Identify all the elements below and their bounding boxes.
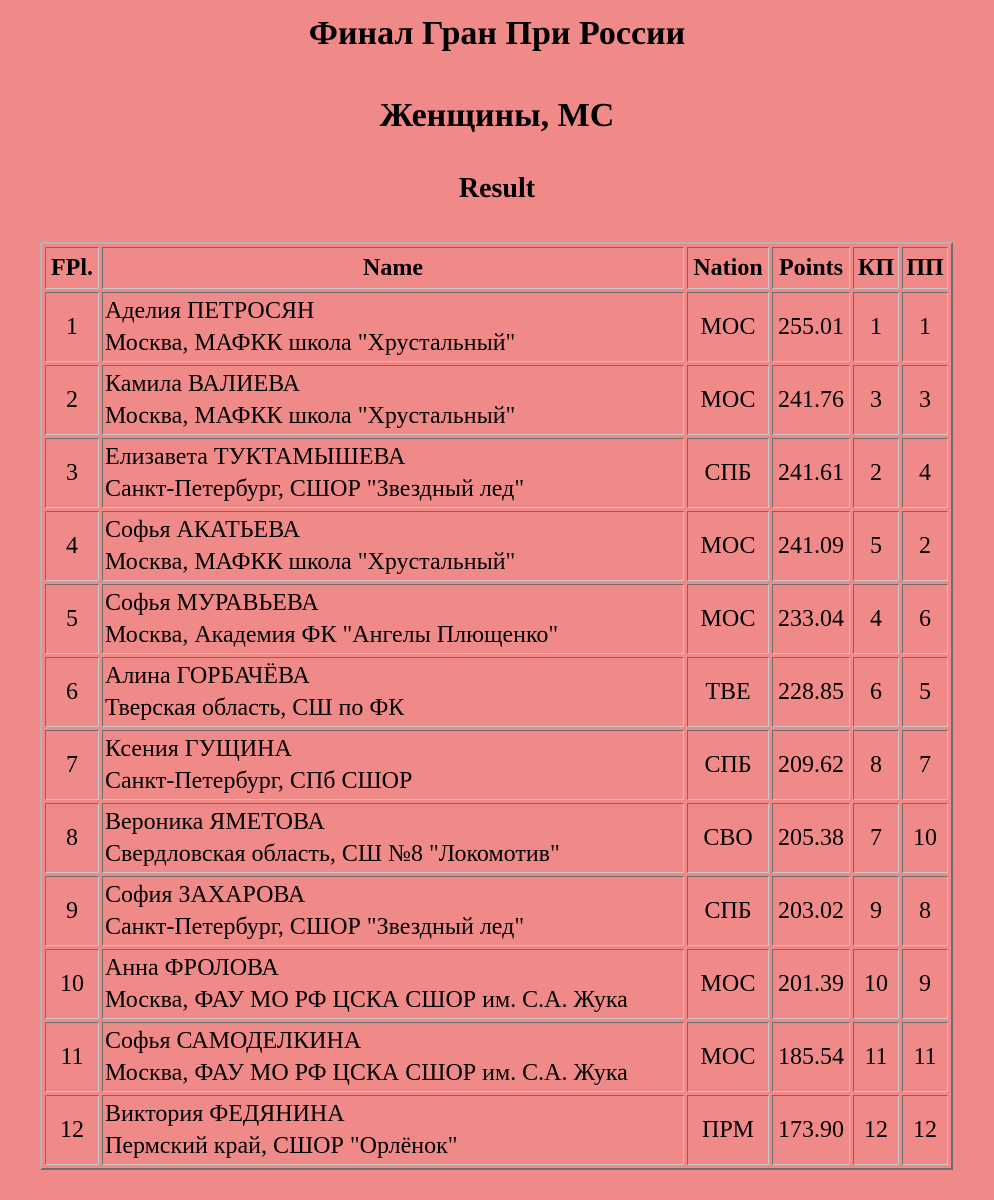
pp-cell <box>902 949 948 1019</box>
skater-name: Анна ФРОЛОВА <box>105 955 279 981</box>
nation-code: ПРМ <box>701 1116 755 1143</box>
pp-cell <box>902 365 948 435</box>
total-points: 241.09 <box>778 532 844 559</box>
pp-cell <box>902 1095 948 1165</box>
total-points: 201.39 <box>778 970 844 997</box>
skater-name: Софья АКАТЬЕВА <box>105 517 301 543</box>
table-row <box>45 511 948 581</box>
nation-code: МОС <box>700 970 756 997</box>
table-row <box>45 1095 948 1165</box>
name-cell <box>102 511 684 581</box>
free-program-place: 3 <box>919 386 931 413</box>
skater-name: Виктория ФЕДЯНИНА <box>105 1101 345 1127</box>
nation-cell <box>687 365 769 435</box>
short-program-place: 7 <box>870 824 882 851</box>
skater-club: Москва, ФАУ МО РФ ЦСКА СШОР им. С.А. Жука <box>105 987 628 1013</box>
short-program-place: 2 <box>870 459 882 486</box>
free-program-place: 1 <box>919 313 931 340</box>
name-cell <box>102 1022 684 1092</box>
place-number: 1 <box>66 313 78 340</box>
place-number: 6 <box>66 678 78 705</box>
kp-cell <box>853 1022 899 1092</box>
nation-cell <box>687 657 769 727</box>
place-number: 8 <box>66 824 78 851</box>
nation-cell <box>687 292 769 362</box>
total-points: 173.90 <box>778 1116 844 1143</box>
table-row <box>45 584 948 654</box>
category-title: Женщины, МС <box>379 97 615 134</box>
table-row <box>45 657 948 727</box>
fpl-cell <box>45 949 99 1019</box>
column-header-name: Name <box>102 247 684 289</box>
free-program-place: 2 <box>919 532 931 559</box>
skater-club: Москва, МАФКК школа "Хрустальный" <box>105 549 516 575</box>
results-table <box>40 242 953 1170</box>
column-header-fpl: FPl. <box>45 247 99 289</box>
table-header-row <box>45 247 948 289</box>
skater-club: Москва, МАФКК школа "Хрустальный" <box>105 403 516 429</box>
kp-cell <box>853 438 899 508</box>
fpl-cell <box>45 511 99 581</box>
short-program-place: 5 <box>870 532 882 559</box>
short-program-place: 8 <box>870 751 882 778</box>
free-program-place: 8 <box>919 897 931 924</box>
total-points: 209.62 <box>778 751 844 778</box>
kp-cell <box>853 803 899 873</box>
skater-name: Аделия ПЕТРОСЯН <box>105 298 315 324</box>
name-cell <box>102 949 684 1019</box>
fpl-cell <box>45 438 99 508</box>
free-program-place: 12 <box>913 1116 937 1143</box>
points-cell <box>772 1022 850 1092</box>
column-header-points: Points <box>772 247 850 289</box>
skater-club: Москва, ФАУ МО РФ ЦСКА СШОР им. С.А. Жука <box>105 1060 628 1086</box>
kp-cell <box>853 292 899 362</box>
total-points: 255.01 <box>778 313 844 340</box>
fpl-cell <box>45 876 99 946</box>
name-cell <box>102 803 684 873</box>
total-points: 185.54 <box>778 1043 844 1070</box>
table-row <box>45 438 948 508</box>
points-cell <box>772 584 850 654</box>
skater-name: Вероника ЯМЕТОВА <box>105 809 325 835</box>
nation-code: СПБ <box>704 751 752 778</box>
kp-cell <box>853 657 899 727</box>
nation-cell <box>687 438 769 508</box>
short-program-place: 11 <box>864 1043 888 1070</box>
points-cell <box>772 511 850 581</box>
short-program-place: 3 <box>870 386 882 413</box>
place-number: 4 <box>66 532 78 559</box>
pp-cell <box>902 292 948 362</box>
name-cell <box>102 292 684 362</box>
name-cell <box>102 438 684 508</box>
points-cell <box>772 1095 850 1165</box>
points-cell <box>772 876 850 946</box>
place-number: 9 <box>66 897 78 924</box>
place-number: 10 <box>60 970 84 997</box>
short-program-place: 9 <box>870 897 882 924</box>
section-title: Result <box>458 173 536 204</box>
nation-code: МОС <box>700 605 756 632</box>
nation-cell <box>687 730 769 800</box>
skater-club: Москва, Академия ФК "Ангелы Плющенко" <box>105 622 559 648</box>
nation-cell <box>687 1095 769 1165</box>
skater-club: Санкт-Петербург, СШОР "Звездный лед" <box>105 914 525 940</box>
skater-name: Елизавета ТУКТАМЫШЕВА <box>105 444 406 470</box>
skater-name: Софья САМОДЕЛКИНА <box>105 1028 362 1054</box>
kp-cell <box>853 949 899 1019</box>
nation-code: МОС <box>700 386 756 413</box>
fpl-cell <box>45 1022 99 1092</box>
column-header-kp: КП <box>853 247 899 289</box>
points-cell <box>772 949 850 1019</box>
pp-cell <box>902 876 948 946</box>
table-row <box>45 876 948 946</box>
points-cell <box>772 365 850 435</box>
skater-club: Свердловская область, СШ №8 "Локомотив" <box>105 841 560 867</box>
nation-code: МОС <box>700 532 756 559</box>
short-program-place: 6 <box>870 678 882 705</box>
name-cell <box>102 1095 684 1165</box>
nation-code: СПБ <box>704 897 752 924</box>
points-cell <box>772 657 850 727</box>
skater-name: Софья МУРАВЬЕВА <box>105 590 319 616</box>
nation-cell <box>687 1022 769 1092</box>
name-cell <box>102 657 684 727</box>
free-program-place: 4 <box>919 459 931 486</box>
nation-code: МОС <box>700 313 756 340</box>
fpl-cell <box>45 292 99 362</box>
pp-cell <box>902 730 948 800</box>
pp-cell <box>902 511 948 581</box>
free-program-place: 7 <box>919 751 931 778</box>
fpl-cell <box>45 803 99 873</box>
skater-club: Санкт-Петербург, СПб СШОР <box>105 768 413 794</box>
nation-code: СПБ <box>704 459 752 486</box>
name-cell <box>102 876 684 946</box>
kp-cell <box>853 1095 899 1165</box>
free-program-place: 6 <box>919 605 931 632</box>
kp-cell <box>853 511 899 581</box>
skater-name: София ЗАХАРОВА <box>105 882 306 908</box>
short-program-place: 1 <box>870 313 882 340</box>
skater-name: Камила ВАЛИЕВА <box>105 371 300 397</box>
kp-cell <box>853 876 899 946</box>
points-cell <box>772 292 850 362</box>
place-number: 12 <box>60 1116 84 1143</box>
skater-name: Алина ГОРБАЧЁВА <box>105 663 310 689</box>
column-header-nation: Nation <box>687 247 769 289</box>
short-program-place: 10 <box>864 970 888 997</box>
kp-cell <box>853 584 899 654</box>
nation-cell <box>687 584 769 654</box>
table-row <box>45 949 948 1019</box>
points-cell <box>772 803 850 873</box>
name-cell <box>102 365 684 435</box>
name-cell <box>102 730 684 800</box>
page-title: Финал Гран При России <box>308 15 686 52</box>
free-program-place: 5 <box>919 678 931 705</box>
skater-club: Пермский край, СШОР "Орлёнок" <box>105 1133 458 1159</box>
nation-cell <box>687 803 769 873</box>
table-row <box>45 803 948 873</box>
fpl-cell <box>45 657 99 727</box>
points-cell <box>772 730 850 800</box>
pp-cell <box>902 1022 948 1092</box>
points-cell <box>772 438 850 508</box>
pp-cell <box>902 657 948 727</box>
free-program-place: 9 <box>919 970 931 997</box>
fpl-cell <box>45 365 99 435</box>
nation-code: СВО <box>703 824 753 851</box>
table-row <box>45 730 948 800</box>
name-cell <box>102 584 684 654</box>
nation-cell <box>687 876 769 946</box>
place-number: 3 <box>66 459 78 486</box>
kp-cell <box>853 730 899 800</box>
fpl-cell <box>45 584 99 654</box>
nation-cell <box>687 511 769 581</box>
fpl-cell <box>45 730 99 800</box>
free-program-place: 11 <box>913 1043 937 1070</box>
total-points: 233.04 <box>778 605 844 632</box>
fpl-cell <box>45 1095 99 1165</box>
skater-club: Москва, МАФКК школа "Хрустальный" <box>105 330 516 356</box>
total-points: 205.38 <box>778 824 844 851</box>
nation-cell <box>687 949 769 1019</box>
total-points: 241.61 <box>778 459 844 486</box>
kp-cell <box>853 365 899 435</box>
skater-club: Санкт-Петербург, СШОР "Звездный лед" <box>105 476 525 502</box>
pp-cell <box>902 584 948 654</box>
place-number: 5 <box>66 605 78 632</box>
total-points: 228.85 <box>778 678 844 705</box>
place-number: 11 <box>60 1043 84 1070</box>
table-row <box>45 365 948 435</box>
skater-name: Ксения ГУЩИНА <box>105 736 292 762</box>
short-program-place: 12 <box>864 1116 888 1143</box>
table-row <box>45 292 948 362</box>
free-program-place: 10 <box>913 824 937 851</box>
skater-club: Тверская область, СШ по ФК <box>105 695 405 721</box>
short-program-place: 4 <box>870 605 882 632</box>
place-number: 7 <box>66 751 78 778</box>
table-row <box>45 1022 948 1092</box>
pp-cell <box>902 438 948 508</box>
total-points: 203.02 <box>778 897 844 924</box>
place-number: 2 <box>66 386 78 413</box>
nation-code: МОС <box>700 1043 756 1070</box>
total-points: 241.76 <box>778 386 844 413</box>
pp-cell <box>902 803 948 873</box>
nation-code: ТВЕ <box>705 678 751 705</box>
column-header-pp: ПП <box>902 247 948 289</box>
